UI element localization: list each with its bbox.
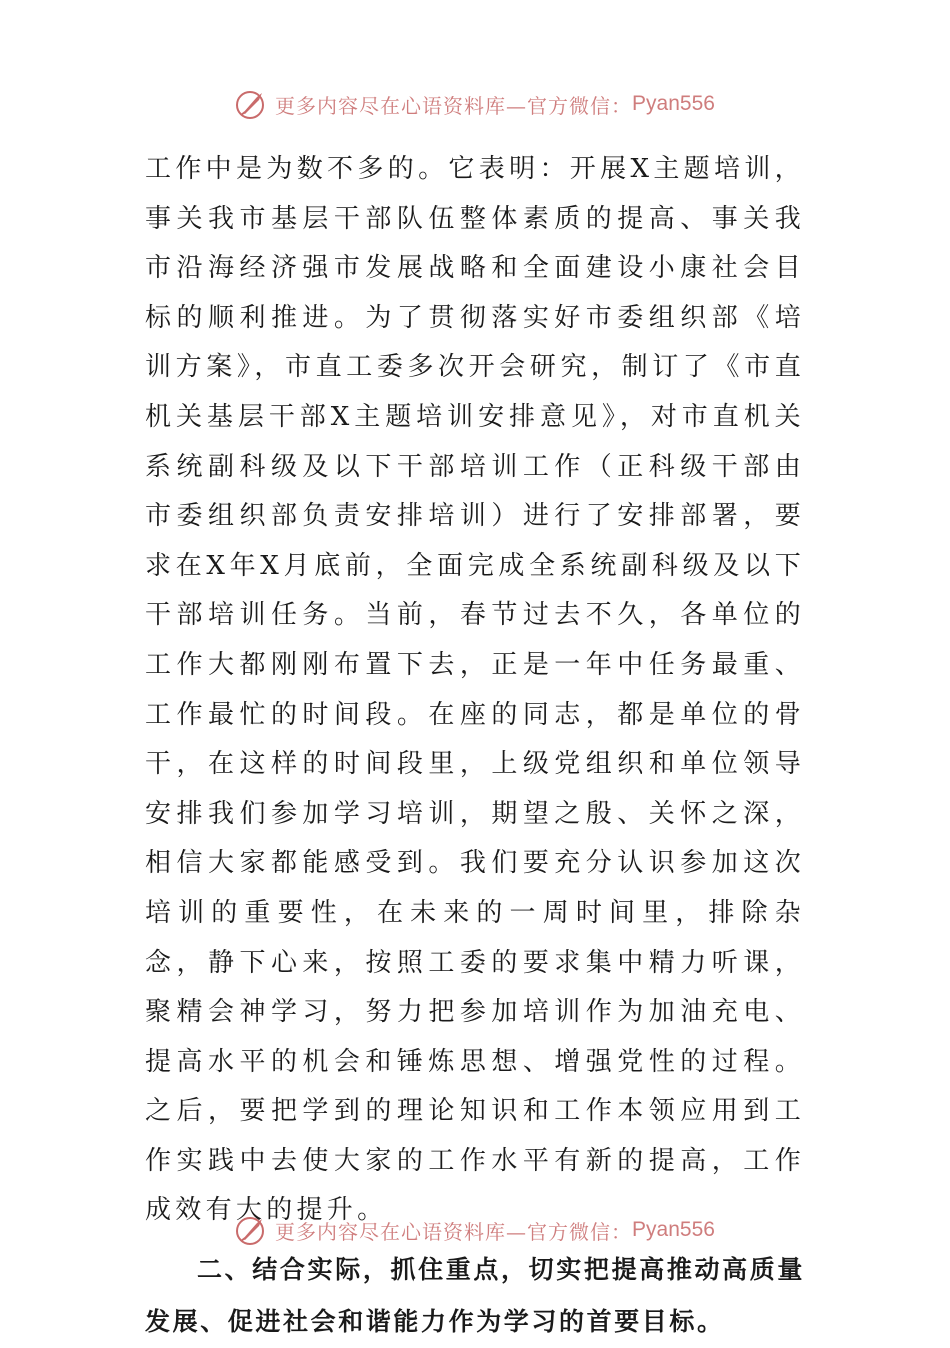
watermark-brand-text: 更多内容尽在心语资料库—官方微信：	[275, 1219, 633, 1244]
watermark-brand-text: 更多内容尽在心语资料库—官方微信：	[275, 93, 633, 118]
watermark-wechat-id: Pyan556	[632, 1218, 715, 1241]
document-body	[145, 145, 805, 1348]
pen-nib-logo-icon	[235, 87, 269, 121]
header-watermark	[0, 84, 950, 124]
body-paragraph: 工作中是为数不多的。它表明：开展X主题培训，事关我市基层干部队伍整体素质的提高、事关我市沿海经济强市发展战略和全面建设小康社会目标的顺利推进。为了贯彻落实好市委组织部《培训方案》，市直工委多次开会研究，制订了《市直机关基层干部X主题培训安排意见》，对市直机关系统副科级及以下干部培训工作（正科级干部由市委组织部负责安排培训）进行了安排部署，要求在X年X月底前，全面完成全系统副科级及以下干部培训任务。当前，春节过去不久，各单位的工作大都刚刚布置下去，正是一年中任务最重、工作最忙的时间段。在座的同志，都是单位的骨干，在这样的时间段里，上级党组织和单位领导安排我们参加学习培训，期望之殷、关怀之深，相信大家都能感受到。我们要充分认识参加这次培训的重要性，在未来的一周时间里，排除杂念，静下心来，按照工委的要求集中精力听课，聚精会神学习，努力把参加培训作为加油充电、提高水平的机会和锤炼思想、增强党性的过程。之后，要把学到的理论知识和工作本领应用到工作实践中去使大家的工作水平有新的提高，工作成效有大的提升。	[145, 154, 805, 1226]
pen-nib-logo-icon	[235, 1213, 269, 1247]
footer-watermark	[0, 1210, 950, 1250]
section-heading: 二、结合实际，抓住重点，切实把提高推动高质量发展、促进社会和谐能力作为学习的首要目标。	[145, 1255, 805, 1337]
watermark-wechat-id: Pyan556	[632, 92, 715, 115]
